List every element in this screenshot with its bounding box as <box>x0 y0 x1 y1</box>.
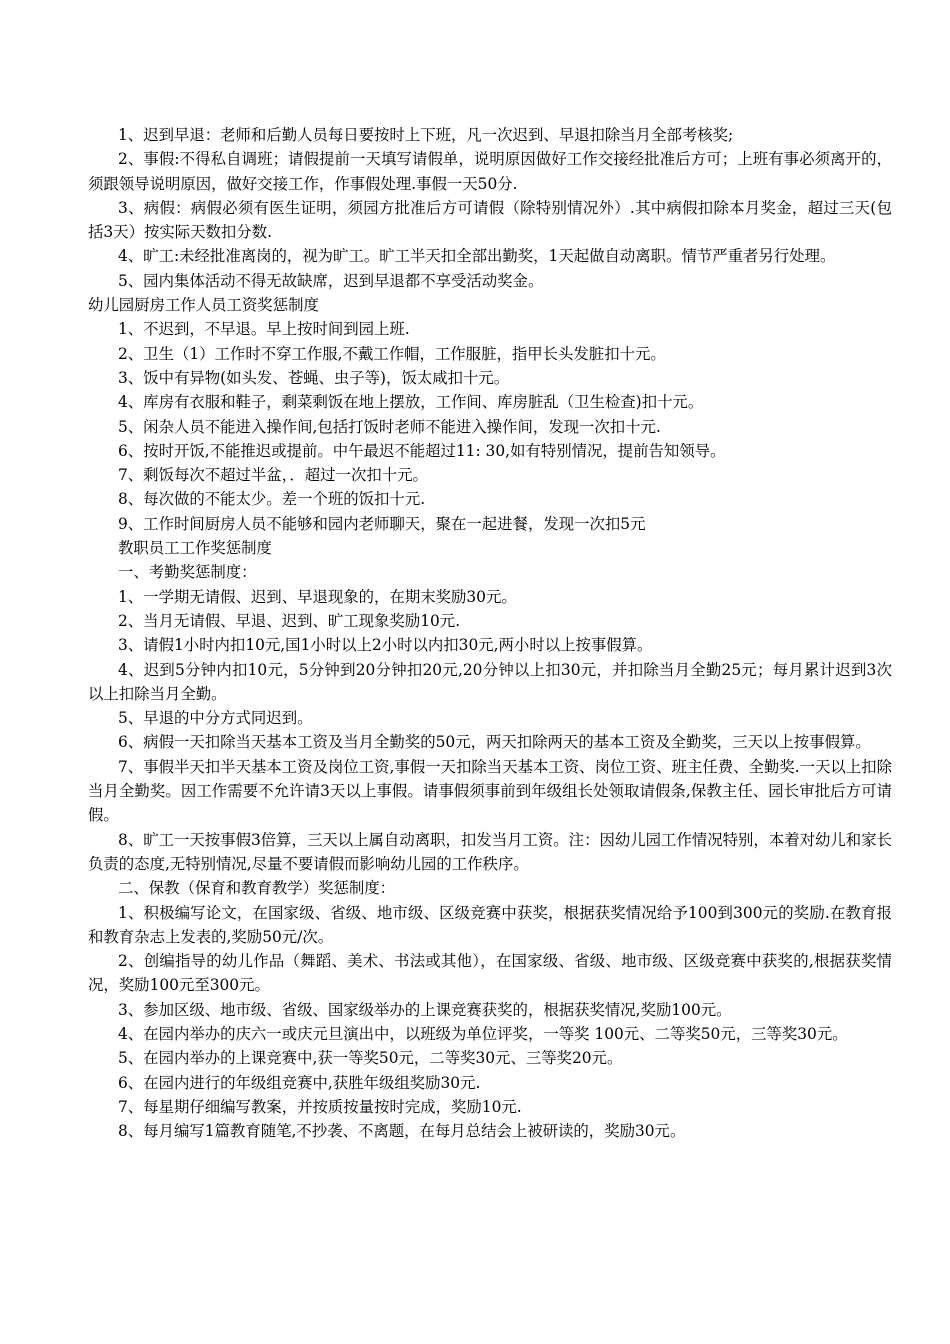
paragraph: 一、考勤奖惩制度： <box>118 563 257 582</box>
paragraph: 1、不迟到，不早退。早上按时间到园上班. <box>118 320 410 339</box>
paragraph: 幼儿园厨房工作人员工资奖惩制度 <box>88 296 319 315</box>
paragraph: 6、按时开饭,不能推迟或提前。中午最迟不能超过11: 30,如有特别情况，提前告知领导。 <box>118 441 726 460</box>
paragraph: 5、闲杂人员不能进入操作间,包括打饭时老师不能进入操作间，发现一次扣十元. <box>118 417 661 436</box>
paragraph: 3、请假1小时内扣10元,国1小时以上2小时以内扣30元,两小时以上按事假算。 <box>118 636 653 655</box>
paragraph: 5、园内集体活动不得无故缺席，迟到早退都不享受活动奖金。 <box>118 271 544 290</box>
paragraph: 3、参加区级、地市级、省级、国家级举办的上课竞赛获奖的，根据获奖情况,奖励100元。 <box>118 1000 732 1019</box>
paragraph: 1、迟到早退：老师和后勤人员每日要按时上下班，凡一次迟到、早退扣除当月全部考核奖; <box>118 126 734 144</box>
paragraph: 教职员工工作奖惩制度 <box>118 539 272 558</box>
paragraph: 5、在园内举办的上课竞赛中,获一等奖50元，二等奖30元、三等奖20元。 <box>118 1049 623 1068</box>
paragraph: 4、迟到5分钟内扣10元，5分钟到20分钟扣20元,20分钟以上扣30元，并扣除当月全勤25元；每月累计迟到3次以上扣除当月全勤。 <box>88 660 892 703</box>
document-page <box>88 123 892 1143</box>
paragraph: 6、病假一天扣除当天基本工资及当月全勤奖的50元，两天扣除两天的基本工资及全勤奖，三天以上按事假算。 <box>118 733 871 752</box>
paragraph: 5、早退的中分方式同迟到。 <box>118 709 313 728</box>
paragraph: 8、旷工一天按事假3倍算，三天以上属自动离职，扣发当月工资。注：因幼儿园工作情况特别，本着对幼儿和家长负责的态度,无特别情况,尽量不要请假而影响幼儿园的工作秩序。 <box>88 830 892 873</box>
paragraph: 7、剩饭每次不超过半盆，．超过一次扣十元。 <box>118 466 428 485</box>
paragraph: 3、病假：病假必须有医生证明，须园方批准后方可请假（除特别情况外）.其中病假扣除本月奖金，超过三天(包括3天）按实际天数扣分数. <box>88 198 892 242</box>
paragraph: 7、事假半天扣半天基本工资及岗位工资,事假一天扣除当天基本工资、岗位工资、班主任费、全勤奖.一天以上扣除当月全勤奖。因工作需要不允许请3天以上事假。请事假须事前到年级组长处领取请假条,保教主任、园长审批后方可请假。 <box>88 757 892 825</box>
paragraph: 8、每月编写1篇教育随笔,不抄袭、不离题，在每月总结会上被研读的，奖励30元。 <box>118 1122 686 1141</box>
paragraph: 2、事假:不得私自调班；请假提前一天填写请假单，说明原因做好工作交接经批准后方可；上班有事必须离开的，须跟领导说明原因，做好交接工作，作事假处理.事假一天50分. <box>88 150 892 193</box>
paragraph: 1、积极编写论文，在国家级、省级、地市级、区级竞赛中获奖，根据获奖情况给予100到300元的奖励.在教育报和教育杂志上发表的,奖励50元/次。 <box>88 903 892 946</box>
paragraph: 2、当月无请假、早退、迟到、旷工现象奖励10元. <box>118 611 461 630</box>
paragraph: 3、饭中有异物(如头发、苍蝇、虫子等)，饭太咸扣十元。 <box>118 368 510 387</box>
paragraph: 2、创编指导的幼儿作品（舞蹈、美术、书法或其他），在国家级、省级、地市级、区级竞赛中获奖的,根据获奖情况，奖励100元至300元。 <box>88 952 892 995</box>
paragraph: 2、卫生（1）工作时不穿工作服,不戴工作帽，工作服脏，指甲长头发脏扣十元。 <box>118 344 666 363</box>
paragraph: 7、每星期仔细编写教案，并按质按量按时完成，奖励10元. <box>118 1097 522 1116</box>
paragraph: 二、保教（保育和教育教学）奖惩制度： <box>118 879 396 898</box>
paragraph: 8、每次做的不能太少。差一个班的饭扣十元. <box>118 490 426 509</box>
paragraph: 4、库房有衣服和鞋子，剩菜剩饭在地上摆放，工作间、库房脏乱（卫生检查)扣十元。 <box>118 393 704 412</box>
paragraph: 1、一学期无请假、迟到、早退现象的，在期末奖励30元。 <box>118 587 517 606</box>
paragraph: 6、在园内进行的年级组竞赛中,获胜年级组奖励30元. <box>118 1073 481 1092</box>
paragraph: 9、工作时间厨房人员不能够和园内老师聊天，聚在一起进餐，发现一次扣5元 <box>118 514 646 533</box>
paragraph: 4、旷工:未经批准离岗的，视为旷工。旷工半天扣全部出勤奖，1天起做自动离职。情节严重者另行处理。 <box>118 247 836 266</box>
paragraph: 4、在园内举办的庆六一或庆元旦演出中，以班级为单位评奖，一等奖 100元、二等奖50元，三等奖30元。 <box>118 1024 848 1043</box>
